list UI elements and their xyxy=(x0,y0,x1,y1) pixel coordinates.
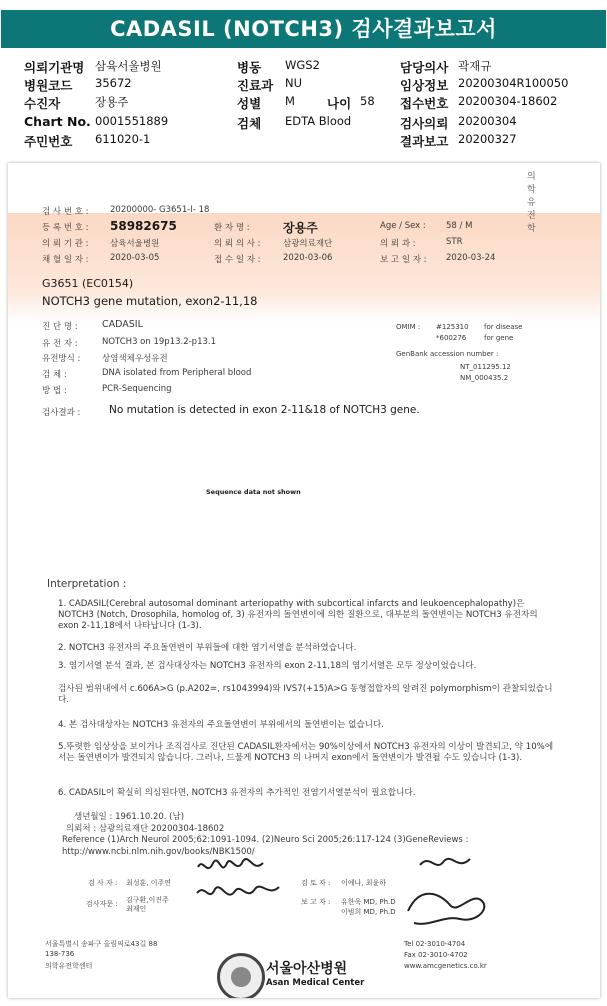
info-label: 성별 xyxy=(237,96,262,111)
reviewer-label: 검 토 자 : xyxy=(301,879,331,887)
exam-no-label: 검 사 번 호 : xyxy=(42,207,89,217)
info-label: 검사의뢰 xyxy=(400,116,449,131)
info-label: 진료과 xyxy=(237,78,274,93)
interpretation-para: 5.뚜렷한 임상상을 보이거나 조직검사로 진단된 CADASIL환자에서는 90%이상에서 NOTCH3 유전자의 이상이 발견되고, 약 10%에서는 돌연변이가 발견되지 않습니다. 그러나, 드물게 NOTCH3 의 나머지 exon에서 돌연변이가 발견될 수도 있습니다 (1-3). xyxy=(58,742,554,763)
signature-tester xyxy=(193,853,283,915)
detail-value: CADASIL xyxy=(102,319,143,330)
detail-label: 방 법 : xyxy=(42,386,67,396)
info-label: 접수번호 xyxy=(400,96,449,111)
report-date-label: 보 고 일 자 : xyxy=(380,255,427,265)
info-label: 병동 xyxy=(237,60,262,75)
detail-value: 상염색체우성유전 xyxy=(102,354,168,364)
agesex-label: Age / Sex : xyxy=(380,221,426,231)
address-line1: 서울특별시 송파구 올림픽로43길 88 xyxy=(45,940,158,948)
dept-label: 의 뢰 과 : xyxy=(380,239,416,249)
dept: STR xyxy=(446,237,463,247)
reporter2: 이범희 MD, Ph.D xyxy=(341,908,396,916)
reference-url: http://www.ncbi.nlm.nih.gov/books/NBK1500/ xyxy=(62,847,255,857)
info-label: 결과보고 xyxy=(400,134,449,149)
detail-label: 유 전 자 : xyxy=(42,339,78,349)
draw-label: 채 혈 일 자 : xyxy=(42,255,89,265)
info-label: Chart No. xyxy=(24,114,91,129)
footer-fax: Fax 02-3010-4702 xyxy=(404,951,468,959)
info-value: WGS2 xyxy=(285,58,320,72)
interpretation-para: 4. 본 검사대상자는 NOTCH3 유전자의 주요돌연변이 부위에서의 돌연변이는 없습니다. xyxy=(58,720,385,730)
test-name: NOTCH3 gene mutation, exon2-11,18 xyxy=(42,294,258,308)
detail-label: 진 단 명 : xyxy=(42,322,78,332)
tester-label: 검 사 자 : xyxy=(88,879,118,887)
genbank-nt: NT_011295.12 xyxy=(460,363,511,371)
interpretation-para: 3. 염기서열 분석 결과, 본 검사대상자는 NOTCH3 유전자의 exon 2-11,18의 염기서열은 모두 정상이었습니다. xyxy=(58,661,477,671)
report-date: 2020-03-24 xyxy=(446,253,496,263)
reference: Reference (1)Arch Neurol 2005;62:1091-1094. (2)Neuro Sci 2005;26:117-124 (3)GeneReviews : xyxy=(62,835,469,845)
reporter1: 유한욱 MD, Ph.D xyxy=(341,898,396,906)
hospital-name-en: Asan Medical Center xyxy=(266,978,365,988)
omim-gene: *600276 xyxy=(436,334,467,342)
hospital-name-kr: 서울아산병원 xyxy=(266,961,348,977)
info-label: 임상정보 xyxy=(400,78,449,93)
interpretation-para: 검사된 범위내에서 c.606A>G (p.A202=, rs1043994)와 IVS7(+15)A>G 동형접합자의 알려진 polymorphism이 관찰되었습니다. xyxy=(58,684,553,705)
detail-label: 검 체 : xyxy=(42,370,67,380)
footer-tel: Tel 02-3010-4704 xyxy=(404,940,466,948)
genbank-label: GenBank accession number : xyxy=(396,350,499,358)
exam-no: 20200000- G3651-I- 18 xyxy=(110,205,210,215)
omim-disease: #125310 xyxy=(436,323,469,331)
signature-reporter xyxy=(400,853,500,935)
reviewer: 이예나, 최윤하 xyxy=(341,879,387,887)
info-label: 담당의사 xyxy=(400,60,449,75)
hospital-seal-icon xyxy=(217,953,265,998)
omim-gene-note: for gene xyxy=(484,334,514,342)
supervisor-label: 검사자문 : xyxy=(86,900,118,908)
req-org-label: 의 뢰 기 관 : xyxy=(42,239,89,249)
report-title: CADASIL (NOTCH3) 검사결과보고서 xyxy=(1,10,606,48)
patient-name: 장용주 xyxy=(283,221,318,235)
info-label: 병원코드 xyxy=(24,78,73,93)
info-value: 곽재규 xyxy=(458,59,492,73)
info-value: 20200327 xyxy=(458,132,517,146)
req-doc-label: 의 뢰 의 사 : xyxy=(214,239,261,249)
address-line3: 의학유전학센터 xyxy=(45,962,93,970)
interpretation-para: 1. CADASIL(Cerebral autosomal dominant arteriopathy with subcortical infarcts and leukoencephalopathy)은 NOTCH3 (Notch, Drosophila, homolog of, 3) 유전자의 돌연변이에 의한 질환으로, 대부분의 돌연변이는 NOTCH3 유전자의 exon 2-11,18에서 나타납니다 (1-3). xyxy=(58,599,538,631)
recv-date: 2020-03-06 xyxy=(283,253,333,263)
genbank-nm: NM_000435.2 xyxy=(460,374,509,382)
info-value: NU xyxy=(285,76,303,90)
info-label: 주민번호 xyxy=(24,134,73,149)
result-label: 검사결과 : xyxy=(42,408,81,418)
birth-date: 생년월일 : 1961.10.20. (남) xyxy=(74,812,185,822)
supervisor: 김구환,이진주 최재인 xyxy=(126,896,169,913)
detail-value: DNA isolated from Peripheral blood xyxy=(102,368,252,378)
sequence-note: Sequence data not shown xyxy=(206,488,301,496)
omim-label: OMIM : xyxy=(396,323,421,331)
side-label: 의학유전학 xyxy=(527,172,536,234)
req-org: 삼육서울병원 xyxy=(110,239,160,249)
detail-value: PCR-Sequencing xyxy=(102,384,172,394)
info-label: 의뢰기관명 xyxy=(24,60,85,75)
info-label: 나이 xyxy=(327,96,352,111)
recv-label: 접 수 일 자 : xyxy=(214,255,261,265)
requester: 의뢰처 : 삼광의료재단 20200304-18602 xyxy=(66,824,225,834)
result-text: No mutation is detected in exon 2-11&18 of NOTCH3 gene. xyxy=(109,404,420,416)
detail-value: NOTCH3 on 19p13.2-p13.1 xyxy=(102,337,216,347)
patient-label: 환 자 명 : xyxy=(214,223,250,233)
info-value: 삼육서울병원 xyxy=(95,59,162,73)
draw-date: 2020-03-05 xyxy=(110,253,160,263)
omim-disease-note: for disease xyxy=(484,323,523,331)
test-code: G3651 (EC0154) xyxy=(42,277,134,290)
info-value: 58 xyxy=(360,94,375,108)
info-value: 0001551889 xyxy=(95,114,169,128)
info-value: EDTA Blood xyxy=(285,114,352,128)
info-value: 611020-1 xyxy=(95,132,151,146)
tester: 최성훈, 이주연 xyxy=(126,879,172,887)
footer-web: www.amcgenetics.co.kr xyxy=(404,962,487,970)
info-label: 검체 xyxy=(237,116,262,131)
reg-no: 58982675 xyxy=(110,219,177,233)
scanned-report xyxy=(8,163,600,998)
agesex: 58 / M xyxy=(446,221,473,231)
info-value: 장용주 xyxy=(95,95,129,109)
req-doc: 삼광의료재단 xyxy=(283,239,333,249)
info-value: 35672 xyxy=(95,76,132,90)
interpretation-para: 6. CADASIL이 확실히 의심된다면, NOTCH3 유전자의 추가적인 전염기서열분석이 필요합니다. xyxy=(58,788,416,798)
info-value: 20200304R100050 xyxy=(458,76,569,90)
reporter-label: 보 고 자 : xyxy=(301,898,331,906)
info-table xyxy=(0,52,607,152)
info-value: M xyxy=(285,94,295,108)
info-value: 20200304 xyxy=(458,114,517,128)
interpretation-title: Interpretation : xyxy=(47,578,127,590)
info-value: 20200304-18602 xyxy=(458,94,558,108)
interpretation-para: 2. NOTCH3 유전자의 주요돌연변이 부위들에 대한 염기서열을 분석하였습니다. xyxy=(58,643,357,653)
address-line2: 138-736 xyxy=(45,950,75,958)
info-label: 수진자 xyxy=(24,96,61,111)
detail-label: 유전방식 : xyxy=(42,354,81,364)
reg-no-label: 등 록 번 호 : xyxy=(42,223,89,233)
